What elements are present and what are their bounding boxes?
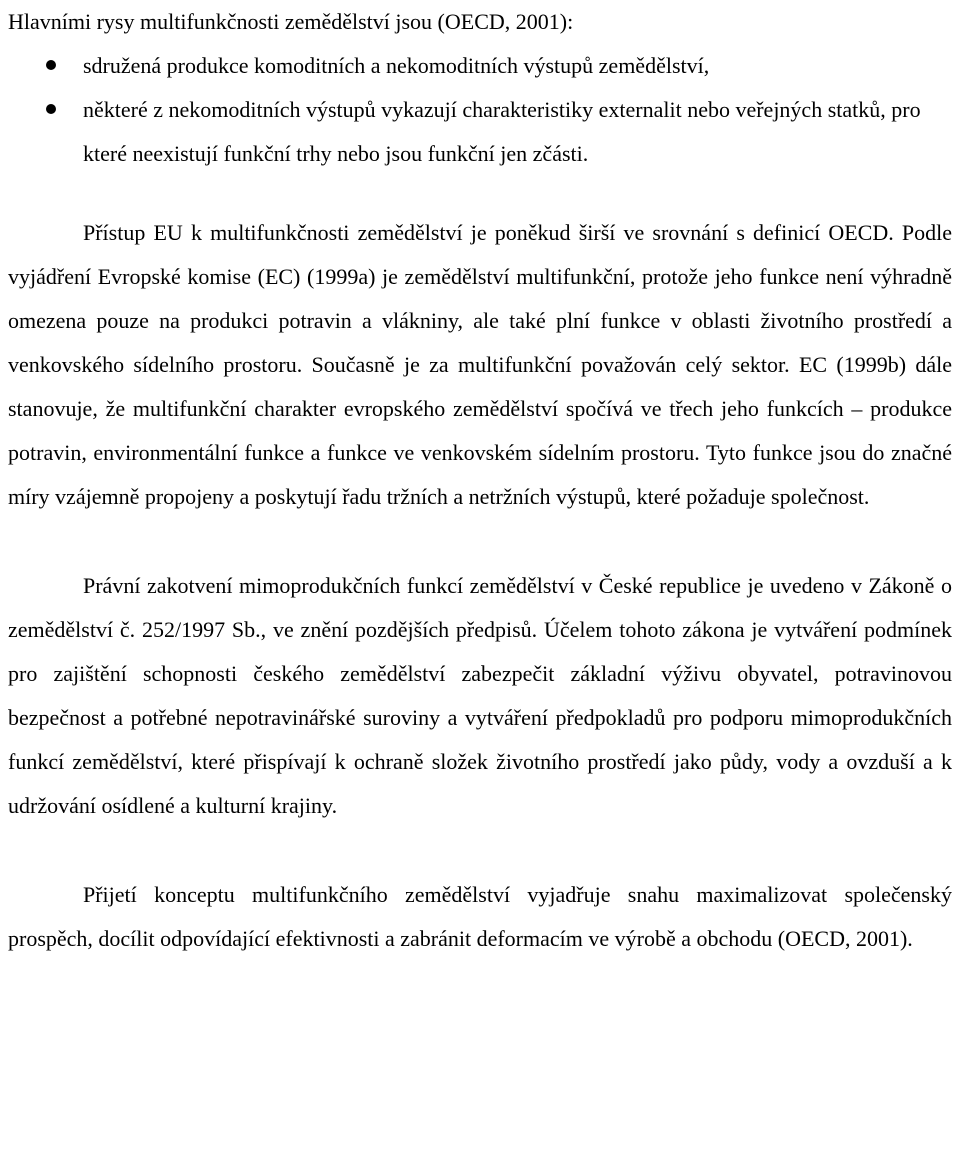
- bullet-dot-icon: [46, 104, 56, 114]
- bullet-list: [8, 44, 952, 176]
- bullet-item: [8, 44, 952, 88]
- bullet-dot-icon: [46, 60, 56, 70]
- intro-sentence: Hlavními rysy multifunkčnosti zemědělství jsou (OECD, 2001):: [8, 9, 574, 34]
- document-page: [8, 0, 952, 961]
- bullet-text: některé z nekomoditních výstupů vykazují charakteristiky externalit nebo veřejných statků, pro které neexistují funkční trhy nebo jsou funkční jen zčásti.: [83, 97, 921, 166]
- paragraph-concept-adoption: Přijetí konceptu multifunkčního zemědělství vyjadřuje snahu maximalizovat společenský prospěch, docílit odpovídající efektivnosti a zabránit deformacím ve výrobě a obchodu (OECD, 2001).: [8, 882, 952, 951]
- bullet-item: [8, 88, 952, 176]
- paragraph-legal-framework: Právní zakotvení mimoprodukčních funkcí zemědělství v České republice je uvedeno v Zákoně o zemědělství č. 252/1997 Sb., ve znění pozdějších předpisů. Účelem tohoto zákona je vytváření podmínek pro zajištění schopnosti českého zemědělství zabezpečit základní výživu obyvatel, potravinovou bezpečnost a potřebné nepotravinářské suroviny a vytváření předpokladů pro podporu mimoprodukčních funkcí zemědělství, které přispívají k ochraně složek životního prostředí jako půdy, vody a ovzduší a k udržování osídlené a kulturní krajiny.: [8, 573, 952, 818]
- paragraph-eu-approach: Přístup EU k multifunkčnosti zemědělství je poněkud širší ve srovnání s definicí OECD. Podle vyjádření Evropské komise (EC) (1999a) je zemědělství multifunkční, protože jeho funkce není výhradně omezena pouze na produkci potravin a vlákniny, ale také plní funkce v oblasti životního prostředí a venkovského sídelního prostoru. Současně je za multifunkční považován celý sektor. EC (1999b) dále stanovuje, že multifunkční charakter evropského zemědělství spočívá ve třech jeho funkcích – produkce potravin, environmentální funkce a funkce ve venkovském sídelním prostoru. Tyto funkce jsou do značné míry vzájemně propojeny a poskytují řadu tržních a netržních výstupů, které požaduje společnost.: [8, 220, 952, 509]
- bullet-text: sdružená produkce komoditních a nekomoditních výstupů zemědělství,: [83, 53, 710, 78]
